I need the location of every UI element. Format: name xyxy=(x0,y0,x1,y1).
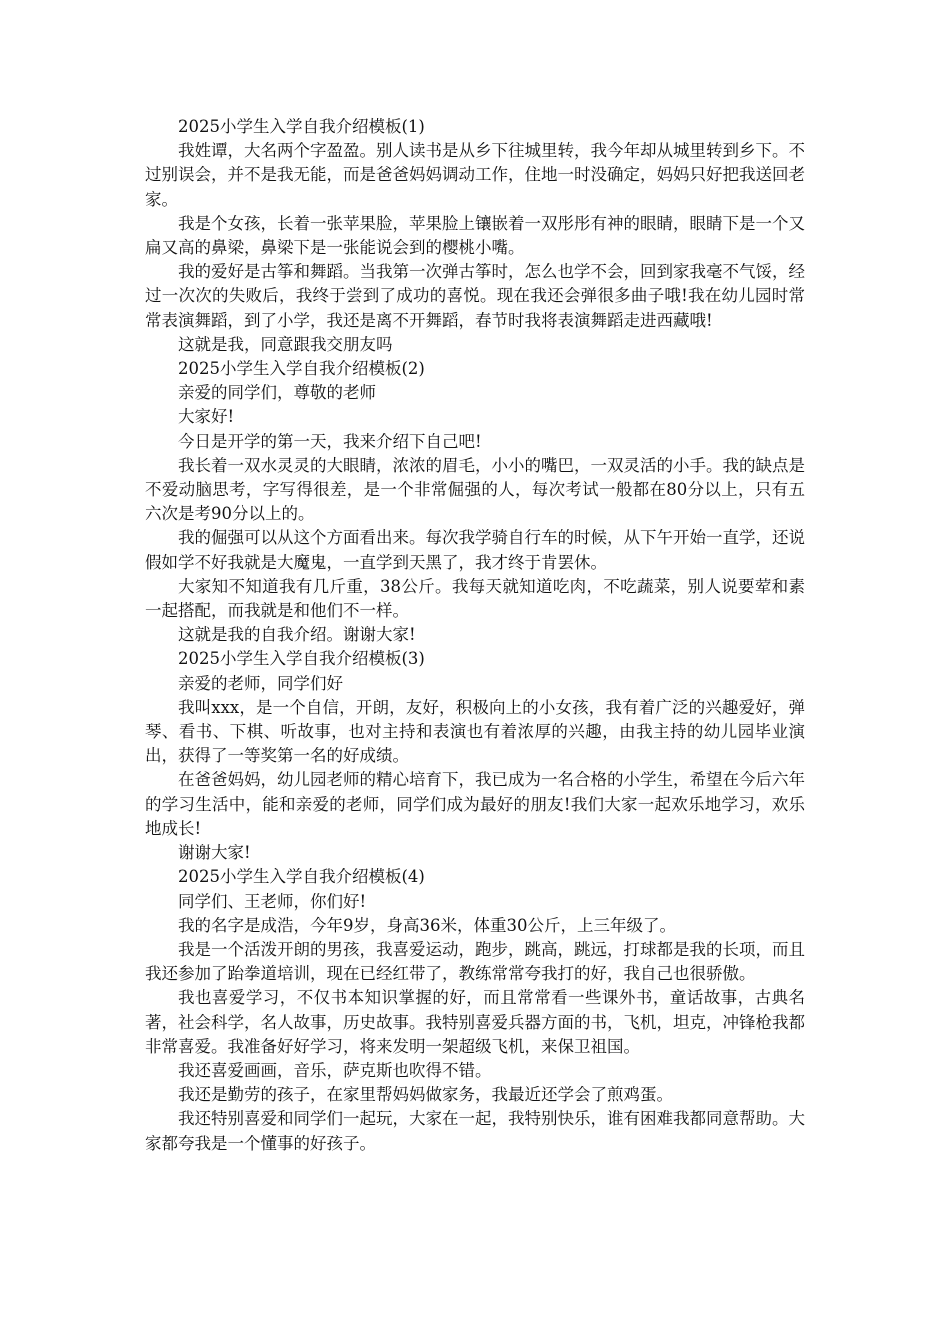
paragraph: 我还是勤劳的孩子，在家里帮妈妈做家务，我最近还学会了煎鸡蛋。 xyxy=(178,1085,673,1105)
section-heading-2: 2025小学生入学自我介绍模板(2) xyxy=(178,359,425,379)
paragraph: 同学们、王老师，你们好! xyxy=(178,891,367,911)
document-body xyxy=(145,115,805,1156)
paragraph: 我还喜爱画画，音乐，萨克斯也吹得不错。 xyxy=(178,1060,492,1080)
paragraph: 大家好! xyxy=(178,407,235,427)
paragraph: 这就是我的自我介绍。谢谢大家! xyxy=(178,625,416,645)
section-heading-1: 2025小学生入学自我介绍模板(1) xyxy=(178,117,425,136)
paragraph: 我叫xxx，是一个自信，开朗，友好，积极向上的小女孩，我有着广泛的兴趣爱好，弹琴、看书、下棋、听故事，也对主持和表演也有着浓厚的兴趣，由我主持的幼儿园毕业演出，获得了一等奖第一名的好成绩。 xyxy=(145,697,805,766)
paragraph: 我的名字是成浩，今年9岁，身高36米，体重30公斤，上三年级了。 xyxy=(178,915,676,935)
paragraph: 这就是我，同意跟我交朋友吗 xyxy=(178,334,393,354)
paragraph: 我姓谭，大名两个字盈盈。别人读书是从乡下往城里转，我今年却从城里转到乡下。不过别误会，并不是我无能，而是爸爸妈妈调动工作，住地一时没确定，妈妈只好把我送回老家。 xyxy=(145,141,805,209)
paragraph: 我长着一双水灵灵的大眼睛，浓浓的眉毛，小小的嘴巴，一双灵活的小手。我的缺点是不爱动脑思考，字写得很差，是一个非常倔强的人，每次考试一般都在80分以上，只有五六次是考90分以上的。 xyxy=(145,455,805,524)
paragraph: 我的爱好是古筝和舞蹈。当我第一次弹古筝时，怎么也学不会，回到家我毫不气馁，经过一次次的失败后，我终于尝到了成功的喜悦。现在我还会弹很多曲子哦!我在幼儿园时常常表演舞蹈，到了小学，我还是离不开舞蹈，春节时我将表演舞蹈走进西藏哦! xyxy=(145,262,805,330)
paragraph: 我还特别喜爱和同学们一起玩，大家在一起，我特别快乐，谁有困难我都同意帮助。大家都夸我是一个懂事的好孩子。 xyxy=(145,1109,805,1153)
section-heading-4: 2025小学生入学自我介绍模板(4) xyxy=(178,867,425,887)
paragraph: 今日是开学的第一天，我来介绍下自己吧! xyxy=(178,431,482,451)
paragraph: 谢谢大家! xyxy=(178,843,251,863)
paragraph: 亲爱的老师，同学们好 xyxy=(178,673,343,693)
paragraph: 我是个女孩，长着一张苹果脸，苹果脸上镶嵌着一双彤彤有神的眼睛，眼睛下是一个又扁又高的鼻梁，鼻梁下是一张能说会到的樱桃小嘴。 xyxy=(145,213,805,258)
paragraph: 我是一个活泼开朗的男孩，我喜爱运动，跑步，跳高，跳远，打球都是我的长项，而且我还参加了跆拳道培训，现在已经红带了，教练常常夸我打的好，我自己也很骄傲。 xyxy=(145,939,805,984)
paragraph: 大家知不知道我有几斤重，38公斤。我每天就知道吃肉，不吃蔬菜，别人说要荤和素一起搭配，而我就是和他们不一样。 xyxy=(145,576,805,621)
paragraph: 我的倔强可以从这个方面看出来。每次我学骑自行车的时候，从下午开始一直学，还说假如学不好我就是大魔鬼，一直学到天黑了，我才终于肯罢休。 xyxy=(145,528,805,572)
paragraph: 亲爱的同学们，尊敬的老师 xyxy=(178,383,376,403)
paragraph: 在爸爸妈妈，幼儿园老师的精心培育下，我已成为一名合格的小学生，希望在今后六年的学习生活中，能和亲爱的老师，同学们成为最好的朋友!我们大家一起欢乐地学习，欢乐地成长! xyxy=(145,770,805,838)
paragraph: 我也喜爱学习，不仅书本知识掌握的好，而且常常看一些课外书，童话故事，古典名著，社会科学，名人故事，历史故事。我特别喜爱兵器方面的书，飞机，坦克，冲锋枪我都非常喜爱。我准备好好学习，将来发明一架超级飞机，来保卫祖国。 xyxy=(145,988,805,1056)
section-heading-3: 2025小学生入学自我介绍模板(3) xyxy=(178,649,425,669)
